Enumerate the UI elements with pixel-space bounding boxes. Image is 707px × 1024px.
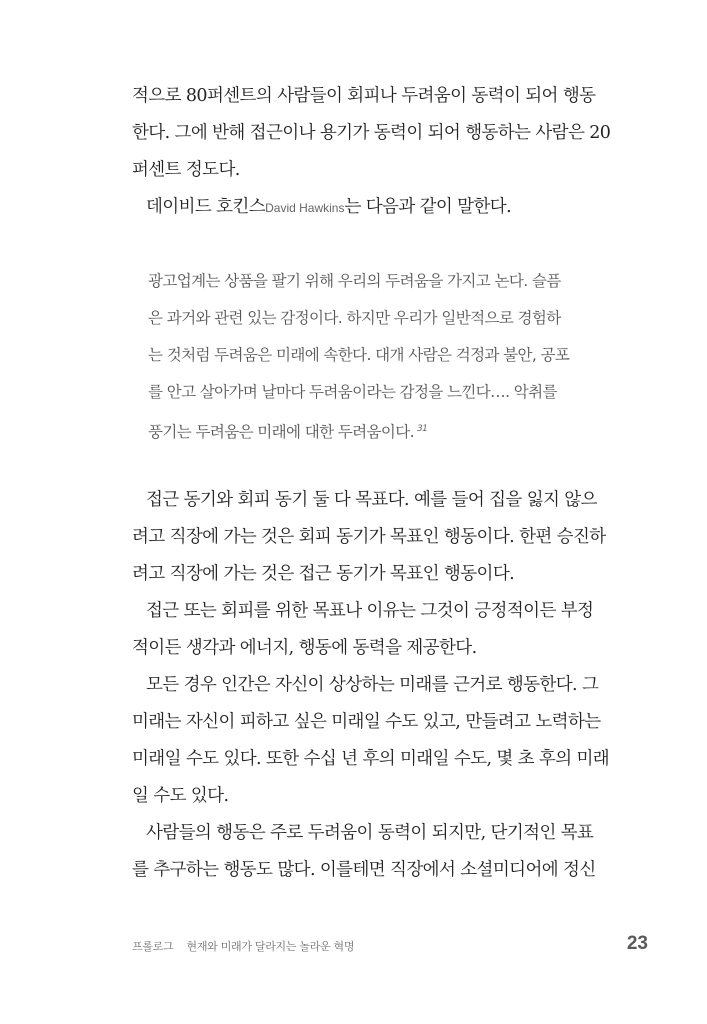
text-line: 한다. 그에 반해 접근이나 용기가 동력이 되어 행동하는 사람은 20 — [132, 123, 611, 143]
text-line: 미래일 수도 있다. 또한 수십 년 후의 미래일 수도, 몇 초 후의 미래 — [132, 749, 610, 769]
text-line: 려고 직장에 가는 것은 접근 동기가 목표인 행동이다. — [132, 564, 515, 584]
text-line: 퍼센트 정도다. — [132, 160, 240, 180]
author-latin-name: David Hawkins — [265, 201, 345, 215]
quote-line: 은 과거와 관련 있는 감정이다. 하지만 우리가 일반적으로 경험하 — [148, 309, 561, 327]
text-line: 일 수도 있다. — [132, 786, 229, 806]
quote-line: 는 것처럼 두려움은 미래에 속한다. 대개 사람은 걱정과 불안, 공포 — [148, 346, 570, 364]
text-line: 를 추구하는 행동도 많다. 이를테면 직장에서 소셜미디어에 정신 — [132, 860, 596, 880]
running-footer — [132, 938, 354, 954]
text-line: 사람들의 행동은 주로 두려움이 동력이 되지만, 단기적인 목표 — [146, 823, 594, 843]
bottom-text-block — [132, 482, 620, 889]
text-line: 접근 또는 회피를 위한 목표나 이유는 그것이 긍정적이든 부정 — [146, 601, 594, 621]
text-line: 려고 직장에 가는 것은 회피 동기가 목표인 행동이다. 한편 승진하 — [132, 527, 606, 547]
footnote-reference: 31 — [416, 424, 428, 434]
quote-last-line-text: 풍기는 두려움은 미래에 대한 두려움이다. — [148, 423, 414, 442]
block-quote — [148, 263, 618, 448]
quote-line: 를 안고 살아가며 날마다 두려움이라는 감정을 느낀다…. 악취를 — [148, 383, 557, 401]
quote-line — [148, 411, 618, 448]
text-line: 적으로 80퍼센트의 사람들이 회피나 두려움이 동력이 되어 행동 — [132, 86, 596, 106]
intro-before: 데이비드 호킨스 — [146, 197, 266, 217]
top-text-block — [132, 78, 620, 226]
chapter-label: 프롤로그 — [132, 940, 174, 953]
chapter-title: 현재와 미래가 달라지는 놀라운 혁명 — [186, 940, 355, 953]
text-line: 적이든 생각과 에너지, 행동에 동력을 제공한다. — [132, 638, 477, 658]
quote-intro-line — [132, 189, 620, 226]
intro-after: 는 다음과 같이 말한다. — [344, 197, 512, 217]
quote-line: 광고업계는 상품을 팔기 위해 우리의 두려움을 가지고 논다. 슬픔 — [148, 272, 561, 290]
text-line: 접근 동기와 회피 동기 둘 다 목표다. 예를 들어 집을 잃지 않으 — [146, 490, 597, 510]
text-line: 미래는 자신이 피하고 싶은 미래일 수도 있고, 만들려고 노력하는 — [132, 712, 601, 732]
page-footer — [132, 933, 648, 957]
page-number: 23 — [626, 933, 648, 954]
text-line: 모든 경우 인간은 자신이 상상하는 미래를 근거로 행동한다. 그 — [146, 675, 599, 695]
